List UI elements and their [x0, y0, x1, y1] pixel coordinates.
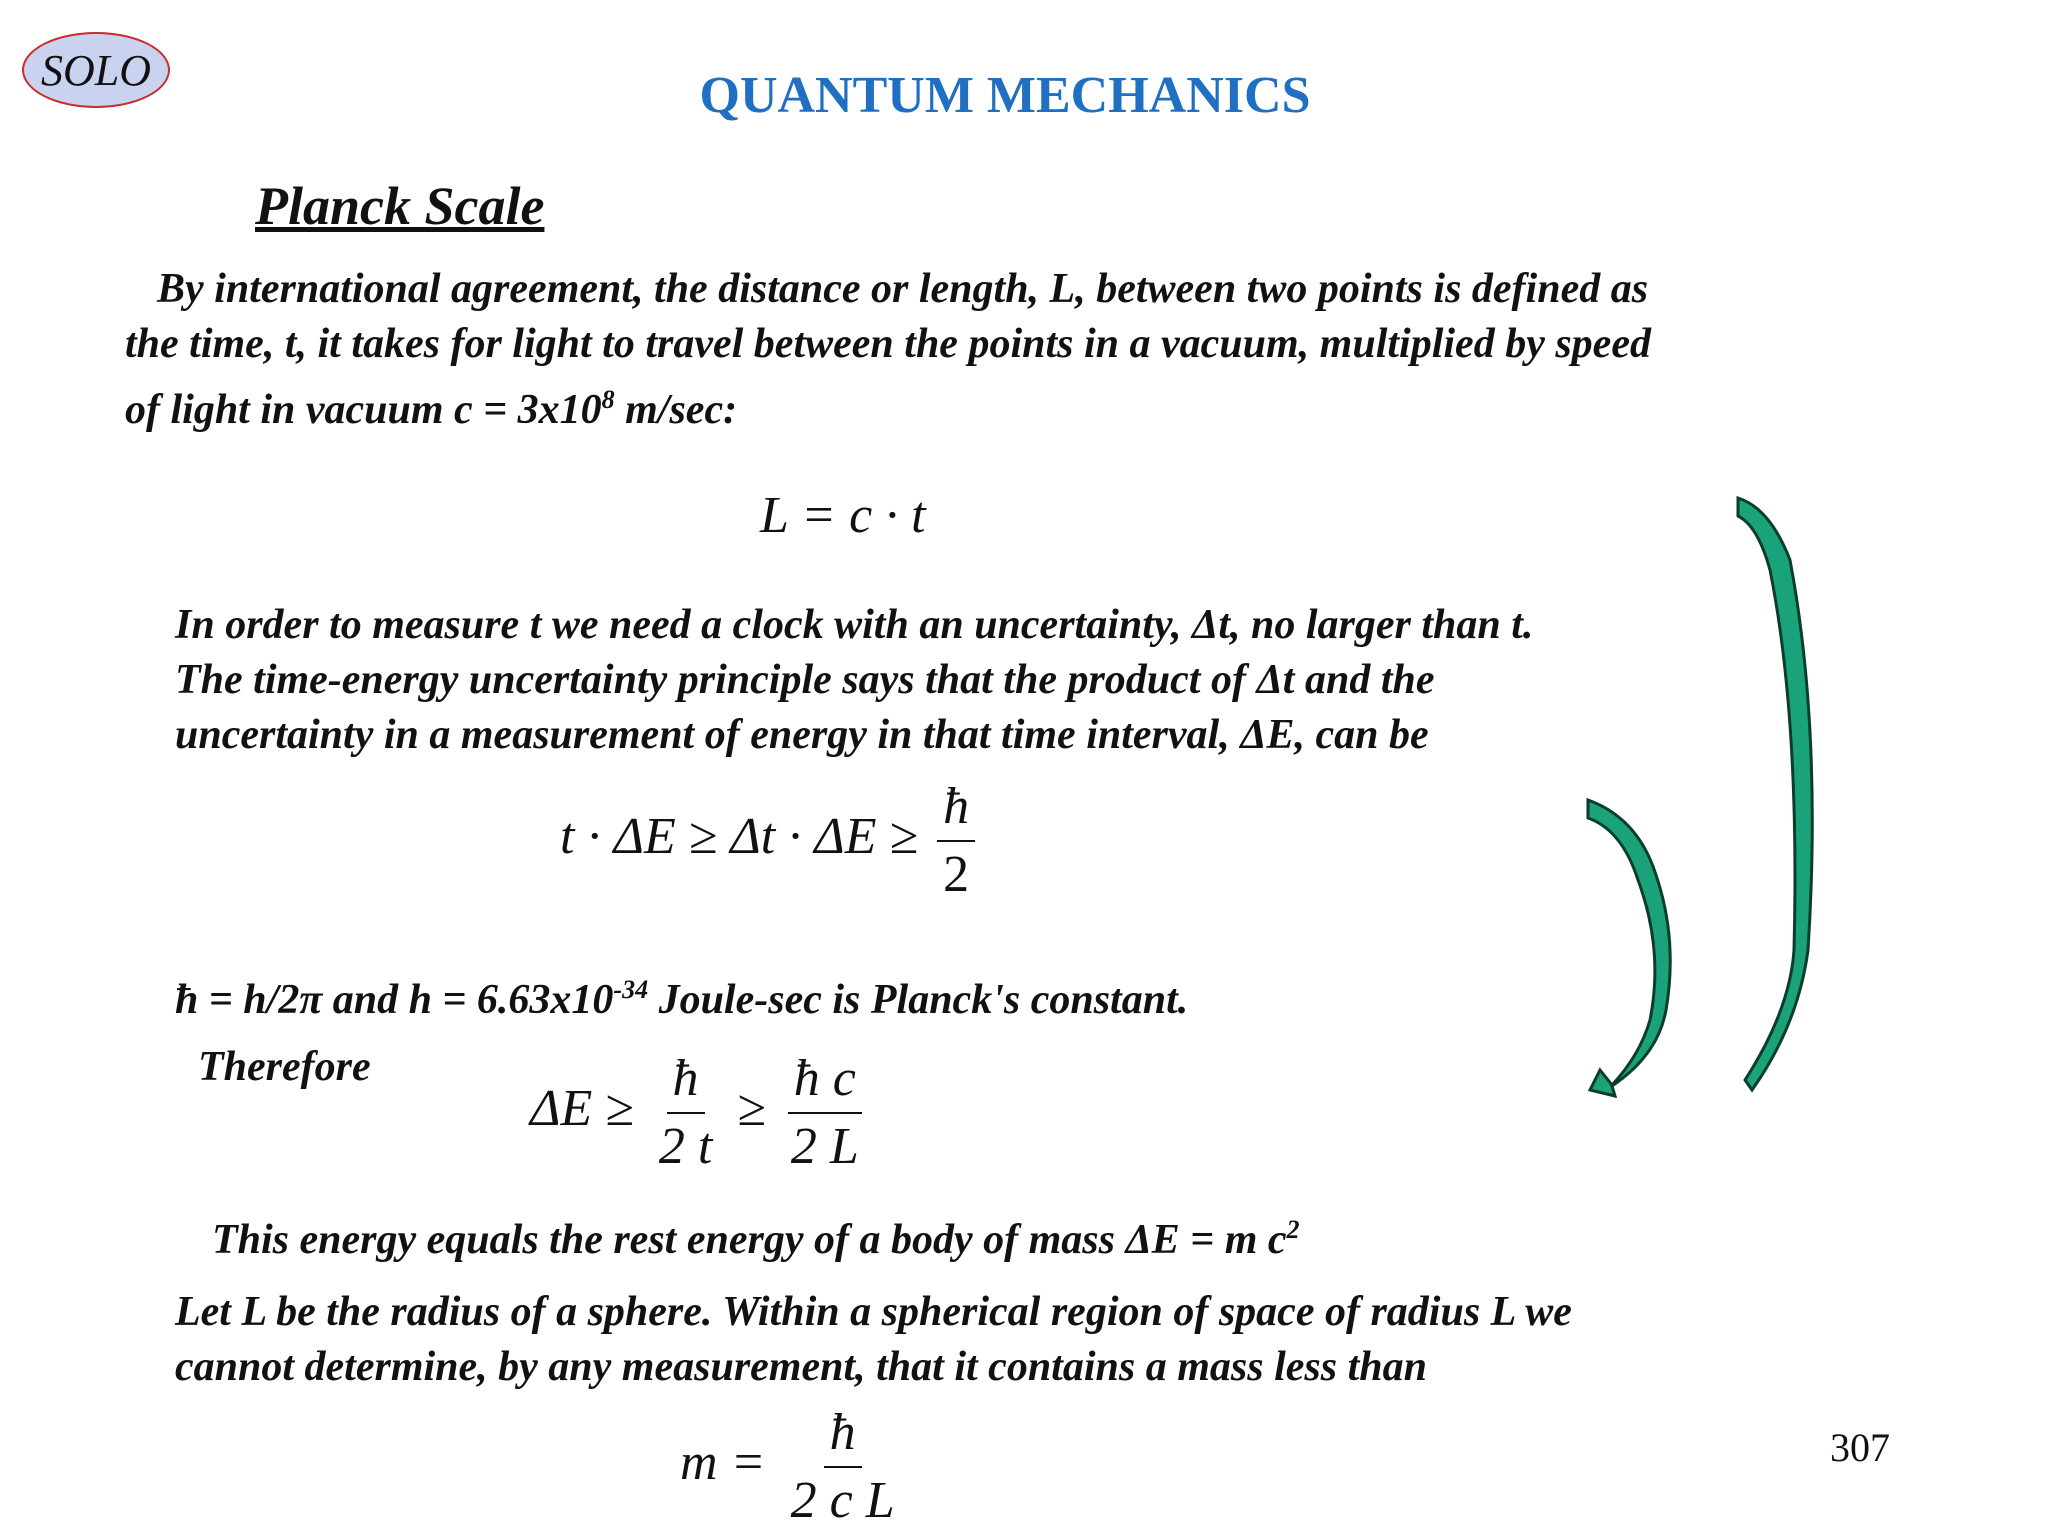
- superscript: 8: [601, 385, 615, 414]
- paragraph-line: cannot determine, by any measurement, that it contains a mass less than: [175, 1344, 1427, 1390]
- paragraph-definition: [125, 262, 1825, 438]
- numerator: ħ: [824, 1404, 862, 1468]
- fraction: [785, 1050, 865, 1176]
- slide-title: QUANTUM MECHANICS: [699, 67, 1311, 124]
- therefore-label: Therefore: [198, 1044, 371, 1090]
- paragraph-uncertainty: [175, 598, 1725, 763]
- denominator: 2 L: [790, 1118, 859, 1175]
- paragraph-line: Let L be the radius of a sphere. Within a spherical region of space of radius L we: [175, 1289, 1572, 1335]
- denominator: 2 t: [658, 1118, 713, 1175]
- numerator: ħ: [937, 778, 975, 842]
- logo-text: SOLO: [40, 45, 152, 95]
- text-span: This energy equals the rest energy of a body of mass ΔE = m c: [212, 1217, 1287, 1263]
- paragraph-line: By international agreement, the distance or length, L, between two points is defined as: [157, 266, 1649, 312]
- equation-lhs: m =: [680, 1433, 766, 1491]
- equation-uncertainty: [560, 778, 981, 904]
- paragraph-line: the time, t, it takes for light to travel between the points in a vacuum, multiplied by speed: [125, 321, 1651, 367]
- paragraph-rest-energy: [212, 1202, 1812, 1268]
- paragraph-sphere: [175, 1285, 1775, 1395]
- text-span: ħ = h/2π and h = 6.63x10: [175, 977, 614, 1023]
- text-span: of light in vacuum c = 3x10: [125, 387, 602, 433]
- text-span: Joule-sec is Planck's constant.: [648, 977, 1189, 1023]
- equation-energy: [530, 1050, 871, 1176]
- denominator: 2 c L: [790, 1472, 895, 1529]
- fraction: [653, 1050, 718, 1176]
- denominator: 2: [943, 846, 970, 903]
- equation-operator: ≥: [737, 1079, 766, 1137]
- equation-lhs: ΔE ≥: [530, 1079, 634, 1137]
- paragraph-line: uncertainty in a measurement of energy in that time interval, ΔE, can be: [175, 712, 1429, 758]
- short-arrow-icon: [1588, 800, 1670, 1096]
- fraction: [937, 778, 975, 904]
- equation-length: L = c · t: [760, 487, 926, 544]
- paragraph-line: In order to measure t we need a clock with an uncertainty, Δt, no larger than t.: [175, 602, 1534, 648]
- text-span: m/sec:: [614, 387, 738, 433]
- numerator: ħ: [667, 1050, 705, 1114]
- numerator: ħ c: [788, 1050, 862, 1114]
- equation-lhs: t · ΔE ≥ Δt · ΔE ≥: [560, 807, 919, 865]
- fraction: [785, 1404, 901, 1530]
- long-arrow-icon: [1738, 498, 1812, 1090]
- section-heading: Planck Scale: [255, 176, 545, 236]
- equation-mass: [680, 1404, 907, 1530]
- page-number: 307: [1830, 1425, 1890, 1470]
- paragraph-planck-constant: [175, 962, 1375, 1028]
- superscript: -34: [613, 975, 649, 1004]
- paragraph-line: [125, 372, 1825, 438]
- bracket-arrows: [1560, 480, 1860, 1120]
- superscript: 2: [1286, 1215, 1300, 1244]
- paragraph-line: The time-energy uncertainty principle says that the product of Δt and the: [175, 657, 1435, 703]
